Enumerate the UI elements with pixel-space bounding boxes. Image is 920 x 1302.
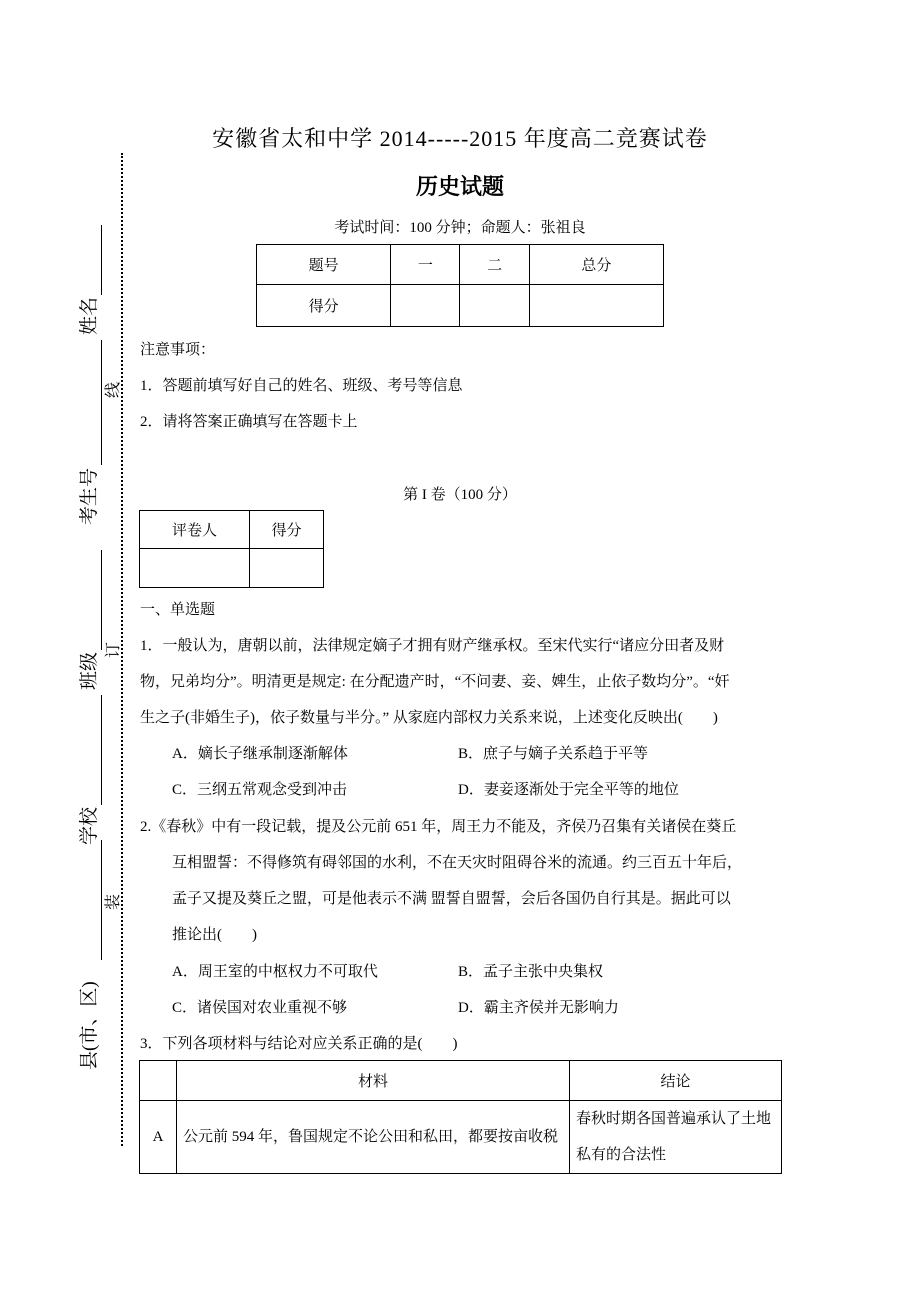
material-cell: 公元前 594 年，鲁国规定不论公田和私田，都要按亩收税	[177, 1101, 570, 1174]
header-cell: 得分	[249, 511, 323, 549]
grader-cell[interactable]	[140, 549, 250, 588]
option-b[interactable]: B．孟子主张中央集权	[458, 964, 604, 980]
row-label: 得分	[257, 285, 391, 327]
binding-marks	[99, 150, 129, 1150]
question-text: 1．一般认为，唐朝以前，法律规定嫡子才拥有财产继承权。至宋代实行“诸应分田者及财	[140, 638, 725, 654]
score-cell[interactable]	[460, 285, 529, 327]
binding-mark: 装	[105, 893, 122, 910]
section-title: 第 I 卷（100 分）	[403, 487, 517, 503]
score-table	[256, 244, 664, 327]
option-a[interactable]: A．嫡长子继承制逐渐解体	[172, 746, 348, 762]
binding-mark: 线	[105, 381, 122, 398]
option-d[interactable]: D．霸主齐侯并无影响力	[458, 1000, 619, 1016]
option-c[interactable]: C．诸侯国对农业重视不够	[172, 1000, 348, 1016]
notice-item: 2．请将答案正确填写在答题卡上	[140, 414, 358, 430]
question-text: 3．下列各项材料与结论对应关系正确的是( )	[140, 1036, 458, 1052]
header-cell: 总分	[529, 245, 663, 285]
option-d[interactable]: D．妻妾逐渐处于完全平等的地位	[458, 782, 679, 798]
question-text: 互相盟誓：不得修筑有碍邻国的水利，不在天灾时阻碍谷米的流通。约三百五十年后，	[172, 855, 743, 871]
question-text: 推论出( )	[172, 927, 257, 943]
header-cell: 材料	[177, 1061, 570, 1101]
exam-title: 安徽省太和中学 2014-----2015 年度高二竞赛试卷	[212, 126, 708, 151]
subject-title: 历史试题	[415, 175, 504, 200]
field-school-label: 学校	[79, 806, 100, 845]
header-cell	[140, 1061, 177, 1101]
notice-heading: 注意事项：	[140, 342, 216, 358]
part-title: 一、单选题	[140, 602, 216, 618]
header-cell: 结论	[570, 1061, 782, 1101]
question-text: 2.《春秋》中有一段记载，提及公元前 651 年，周王力不能及，齐侯乃召集有关诸侯在葵丘	[140, 819, 737, 835]
header-cell: 题号	[257, 245, 391, 285]
question-text: 生之子(非婚生子)，依子数量与半分。” 从家庭内部权力关系来说，上述变化反映出( )	[140, 710, 718, 726]
field-class-label: 班级	[79, 651, 100, 690]
conclusion-cell: 春秋时期各国普遍承认了土地私有的合法性	[570, 1101, 782, 1174]
grader-cell[interactable]	[249, 549, 323, 588]
question-text: 孟子又提及葵丘之盟，可是他表示不满 盟誓自盟誓，会后各国仍自行其是。据此可以	[172, 891, 731, 907]
option-c[interactable]: C．三纲五常观念受到冲击	[172, 782, 348, 798]
header-cell: 一	[391, 245, 460, 285]
notice-item: 1．答题前填写好自己的姓名、班级、考号等信息	[140, 378, 463, 394]
material-table	[139, 1060, 782, 1174]
row-label: A	[140, 1101, 177, 1174]
option-a[interactable]: A．周王室的中枢权力不可取代	[172, 964, 378, 980]
grader-table	[139, 510, 324, 588]
field-county-label: 县(市、区)	[79, 981, 100, 1070]
score-cell[interactable]	[391, 285, 460, 327]
header-cell: 评卷人	[140, 511, 250, 549]
option-b[interactable]: B．庶子与嫡子关系趋于平等	[458, 746, 649, 762]
question-text: 物，兄弟均分”。明清更是规定: 在分配遗产时，“不问妻、妾、婢生，止依子数均分”。“奸	[140, 674, 730, 690]
exam-info: 考试时间：100 分钟；命题人：张祖良	[334, 220, 586, 236]
header-cell: 二	[460, 245, 529, 285]
binding-mark: 订	[105, 641, 122, 658]
score-cell[interactable]	[529, 285, 663, 327]
field-name-label: 姓名	[79, 296, 100, 335]
field-examno-label: 考生号	[79, 467, 100, 525]
